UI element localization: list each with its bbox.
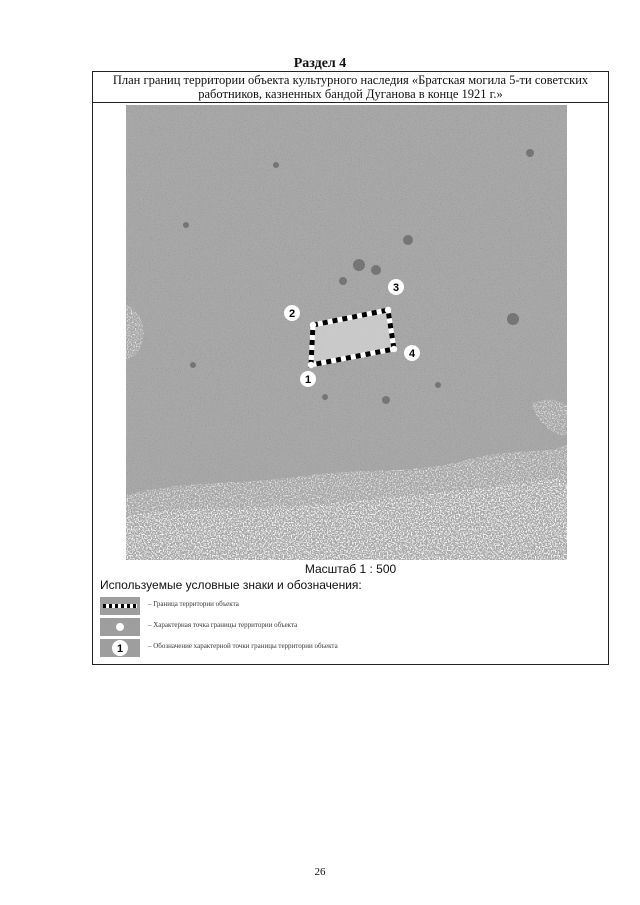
svg-text:4: 4 xyxy=(408,348,416,360)
legend-text-point: – Характерная точка границы территории объекта xyxy=(148,621,298,629)
plan-title-line-1: План границ территории объекта культурного наследия «Братская могила 5-ти советских xyxy=(112,73,589,87)
point-swatch xyxy=(100,618,140,636)
point-label-4 xyxy=(404,345,420,361)
plan-title-line-2: работников, казненных бандой Дуганова в конце 1921 г.» xyxy=(198,87,503,101)
svg-text:3: 3 xyxy=(392,282,400,294)
map-canvas xyxy=(126,105,567,560)
point-label-3 xyxy=(388,279,404,295)
svg-text:1: 1 xyxy=(304,374,312,386)
plan-frame xyxy=(92,71,609,665)
svg-text:1: 1 xyxy=(116,643,124,655)
plan-title xyxy=(93,72,608,103)
map-image xyxy=(126,105,567,560)
boundary-line-swatch xyxy=(100,597,140,615)
page-number: 26 xyxy=(314,866,326,878)
map-scale: Масштаб 1 : 500 xyxy=(304,562,397,576)
legend-text-point-label: – Обозначение характерной точки границы территории объекта xyxy=(148,642,338,650)
point-label-1 xyxy=(300,371,316,387)
point-label-2 xyxy=(284,305,300,321)
section-title: Раздел 4 xyxy=(293,56,347,71)
point-label-swatch xyxy=(100,639,140,657)
svg-text:2: 2 xyxy=(288,308,296,320)
legend-text-boundary: – Граница территории объекта xyxy=(148,600,239,608)
legend-title: Используемые условные знаки и обозначения: xyxy=(100,578,362,592)
